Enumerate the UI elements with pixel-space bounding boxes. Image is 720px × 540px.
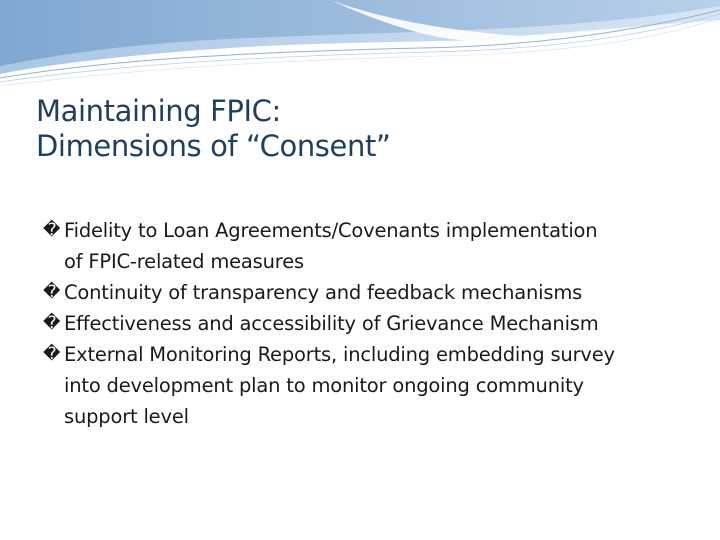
bullet-item xyxy=(43,215,696,277)
slide-title xyxy=(36,94,676,164)
bullet-marker-icon: � xyxy=(43,344,61,364)
title-line-1: Maintaining FPIC: xyxy=(36,94,281,128)
bullet-text-line: support level xyxy=(64,405,189,428)
bullet-text-line: External Monitoring Reports, including embedding survey xyxy=(64,343,615,366)
bullet-item xyxy=(43,339,696,432)
bullet-text-line: Fidelity to Loan Agreements/Covenants implementation xyxy=(64,219,598,242)
header-swoosh-decoration xyxy=(0,0,720,90)
bullet-text-line: Continuity of transparency and feedback mechanisms xyxy=(64,281,583,304)
bullet-item xyxy=(43,308,696,339)
title-line-2: Dimensions of “Consent” xyxy=(36,129,391,163)
bullet-text-line: Effectiveness and accessibility of Grievance Mechanism xyxy=(64,312,599,335)
bullet-marker-icon: � xyxy=(43,220,61,240)
bullet-item xyxy=(43,277,696,308)
bullet-marker-icon: � xyxy=(43,282,61,302)
bullet-list xyxy=(43,215,696,432)
bullet-text-line: into development plan to monitor ongoing community xyxy=(64,374,584,397)
bullet-text-line: of FPIC-related measures xyxy=(64,250,304,273)
bullet-marker-icon: � xyxy=(43,313,61,333)
